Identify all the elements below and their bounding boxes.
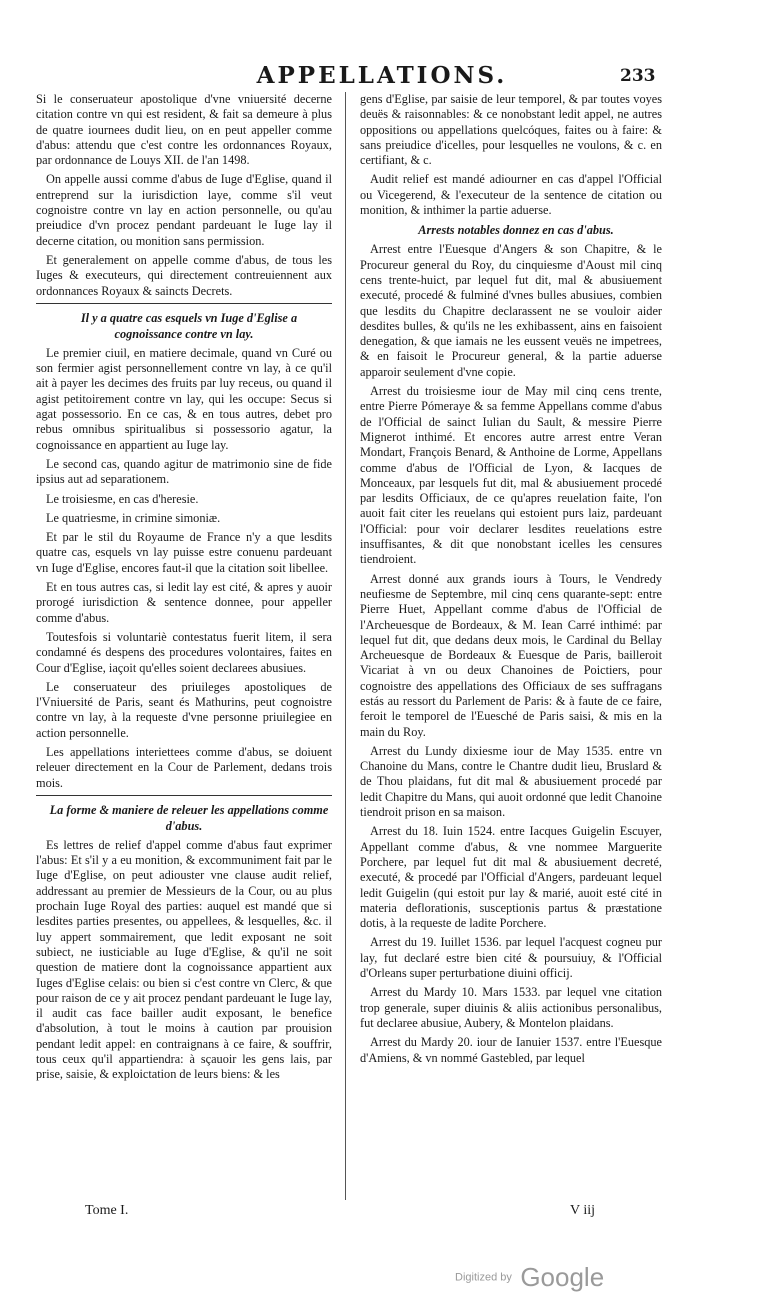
paragraph: Le troisiesme, en cas d'heresie. <box>46 491 199 506</box>
paragraph: Arrest du troisiesme iour de May mil cinq cens trente, entre Pierre Pómeraye & sa femme Appellans comme d'abus de l'Official de sainct Iulian du Sault, & messire Pierre Mignerot inthimé. Et encores autre arrest entre Veran Mondart, François Benard, & Anthoine de Lorme, Appellans comme d'abus de l'Official de Lyon, & Iacques de Monceaux, par lesquels fut dit, mal & abusiuement procedé par lesdits Officiaux, de ce qu'apres reuelation faite, l'on auoit fait citer les reuelans qui estoient purs laiz, pardeuant l'Official: pour voir declarer lesdites reuelations estre insuffisantes, & dit que nonobstant icelles les censures tiendroient. <box>360 384 662 567</box>
paragraph: Le premier ciuil, en matiere decimale, quand vn Curé ou son fermier agist personnellement contre vn lay, à ce qu'il ait à payer les decimes des fruits par luy receus, ou quand il agist petitoirement contre vn lay, qui les occupe: Secus si agat possessorio. En ce cas, & en tous autres, debet pro rebus omnibus spiritualibus si possessorio agatur, la cognoissance en appartient au Iuge lay. <box>36 345 332 452</box>
paragraph: Le second cas, quando agitur de matrimonio sine de fide ipsius aut ad separationem. <box>36 456 332 487</box>
section-heading: Arrests notables donnez en cas d'abus. <box>418 223 614 238</box>
paragraph: Et par le stil du Royaume de France n'y a que lesdits quatre cas, esquels vn lay puisse estre conuenu pardeuant vn Iuge d'Eglise, encores faut-il que la citation soit libellee. <box>36 530 332 575</box>
right-column <box>360 92 662 1070</box>
paragraph: Et generalement on appelle comme d'abus, de tous les Iuges & executeurs, qui directement contreuiennent aux ordonnances Royaux & saincts Decrets. <box>36 252 332 298</box>
paragraph: Arrest du Lundy dixiesme iour de May 1535. entre vn Chanoine du Mans, contre le Chantre dudit lieu, Bruslard & de Thou plaidans, fut dit mal & abusiuement procedé par ledit Chapitre du Mans, qui auoit ordonné que ledit Chanoine tiendroit prison en sa maison. <box>360 743 662 820</box>
column-divider <box>345 92 346 1200</box>
paragraph: On appelle aussi comme d'abus de Iuge d'Eglise, quand il entreprend sur la iurisdiction laye, comme s'il veut cognoistre contre vn lay en action personnelle, ou qu'au preiudice d'vn procez pendant pardeuant le Iuge lay il decerne citation, ou monition sans permission. <box>36 172 332 248</box>
paragraph: Arrest du 18. Iuin 1524. entre Iacques Guigelin Escuyer, Appellant comme d'abus, & vne nommee Marguerite Porchere, par lequel fut dit mal & abusiuement decreté, executé, & procedé par l'Official d'Angers, pardeuant lequel ledit Guigelin (qui estoit pur lay & marié, auoit esté cité in materia deflorationis, susceptionis partus & præstatione dotis, à la requeste de ladite Porchere. <box>360 824 662 931</box>
digitization-watermark <box>455 1262 604 1293</box>
paragraph: Arrest du Mardy 20. iour de Ianuier 1537. entre l'Euesque d'Amiens, & vn nommé Gastebled, par lequel <box>360 1035 662 1065</box>
left-column <box>36 92 332 1087</box>
running-title: APPELLATIONS. <box>256 62 508 89</box>
watermark-prefix: Digitized by <box>455 1271 512 1284</box>
google-logo: Google <box>520 1262 605 1292</box>
paragraph: Si le conseruateur apostolique d'vne vniuersité decerne citation contre vn qui est resident, & fait sa demeure à plus de quatre iournees dudit lieu, on en peut appeller comme d'abus: attendu que c'est contre les ordonnances Royaux, par ordonnance de Louys XII. de l'an 1498. <box>36 92 332 168</box>
paragraph: Arrest entre l'Euesque d'Angers & son Chapitre, & le Procureur general du Roy, du cinquiesme d'Aoust mil cinq cens trente-huict, par lequel fut dit, mal & abusiuement executé, procedé & fulminé d'vnes bulles abusiues, combien que lesdits du Chapitre declarassent ne se vouloir aider desdites bulles, & qu'ils ne les exhibassent, ains en faisoient denegation, & que iamais ne les eussent veuës ne impetrees, & en faisoit le Procureur general, & la partie aduerse apparoir seulement d'vne copie. <box>360 242 662 379</box>
paragraph: gens d'Eglise, par saisie de leur temporel, & par toutes voyes deuës & raisonnables: & ce nonobstant ledit appel, ne autres oppositions ou appellations quelcóques, faites ou à faire: & sans preiudice d'icelles, pour lesquelles ne voulons, & c. en certifiant, & c. <box>360 92 662 168</box>
page-number: 233 <box>620 66 656 86</box>
paragraph: Toutesfois si voluntariè contestatus fuerit litem, il sera condamné és despens des procedures volontaires, faites en Cour d'Eglise, iaçoit qu'elles soient declarees abusiues. <box>36 629 332 675</box>
paragraph: Audit relief est mandé adiourner en cas d'appel l'Official ou Vicegerend, & l'executeur de la sentence de citation ou monition, & inthimer la partie aduerse. <box>360 172 662 218</box>
paragraph: Et en tous autres cas, si ledit lay est cité, & apres y auoir prorogé iurisdiction & sentence donnee, pour appeller comme d'abus. <box>36 580 332 625</box>
volume-label: Tome I. <box>85 1203 129 1218</box>
signature-mark: V iij <box>570 1203 596 1218</box>
paragraph: Le quatriesme, in crimine simoniæ. <box>46 510 221 525</box>
paragraph: Es lettres de relief d'appel comme d'abus faut exprimer l'abus: Et s'il y a eu monition, & excommuniment fait par le Iuge d'Eglise, on peut adiouster vne clause audit relief, addressant au premier de Messieurs de la Cour, ou au plus prochain Iuge Royal des parties: auquel est mandé que si lesdites parties presentes, ou appellees, & lesquelles, &c. il luy appert sommairement, que ledit exposant ne soit subiect, ne iusticiable au Iuge d'Eglise, & qu'il ne soit question de matiere dont la cognoissance appartient aux Iuges d'Eglise celais: ou bien si c'est contre vn Clerc, & que pour raison de ce y ait procez pendant pardeuant le Iuge lay, il audit cas face bailler audit exposant, le benefice d'absolution, à tout le moins à caution par prouision pendant ledit appel: en contraignans à ce faire, & souffrir, tous ceux qu'il appartiendra: à sçauoir les gens lais, par prise, saisie, & exploictation de leurs biens: & les <box>36 837 332 1082</box>
paragraph: Arrest du 19. Iuillet 1536. par lequel l'acquest cogneu pur lay, fut declaré estre bien cité & poursuiuy, & l'Official d'Orleans super perturbatione diuini officij. <box>360 935 662 981</box>
paragraph: Les appellations interiettees comme d'abus, se doiuent releuer directement en la Cour de Parlement, dedans trois mois. <box>36 744 332 790</box>
paragraph: Arrest donné aux grands iours à Tours, le Vendredy neufiesme de Septembre, mil cinq cens quarante-sept: entre Pierre Huet, Appellant comme d'abus de l'Official de l'Archeuesque de Bordeaux, & M. Iean Carré inthimé: par lequel fut dit, que dedans deux mois, le Cardinal du Bellay Archeuesque de Bordeaux & Euesque de Paris, bailleroit Vicariat à vn ou deux Chanoines de Poictiers, pour cognoistre des appellations des Officiaux de ses suffragans estás au ressort du Parlement de Paris: & à faute de ce faire, feroit le temporel de l'Euesché de Paris saisi, & mis en la main du Roy. <box>360 571 662 739</box>
paragraph: Le conseruateur des priuileges apostoliques de l'Vniuersité de Paris, seant és Mathurins, peut cognoistre contre vn lay, à la requeste d'vne personne priuilegiee en action personnelle. <box>36 679 332 740</box>
section-heading: Il y a quatre cas esquels vn Iuge d'Eglise a cognoissance contre vn lay. <box>36 303 332 342</box>
paragraph: Arrest du Mardy 10. Mars 1533. par lequel vne citation trop generale, super diuinis & aliis actionibus personalibus, fut declaree abusiue, Aubery, & Montelon plaidans. <box>360 985 662 1030</box>
section-heading: La forme & maniere de releuer les appellations comme d'abus. <box>36 795 332 834</box>
